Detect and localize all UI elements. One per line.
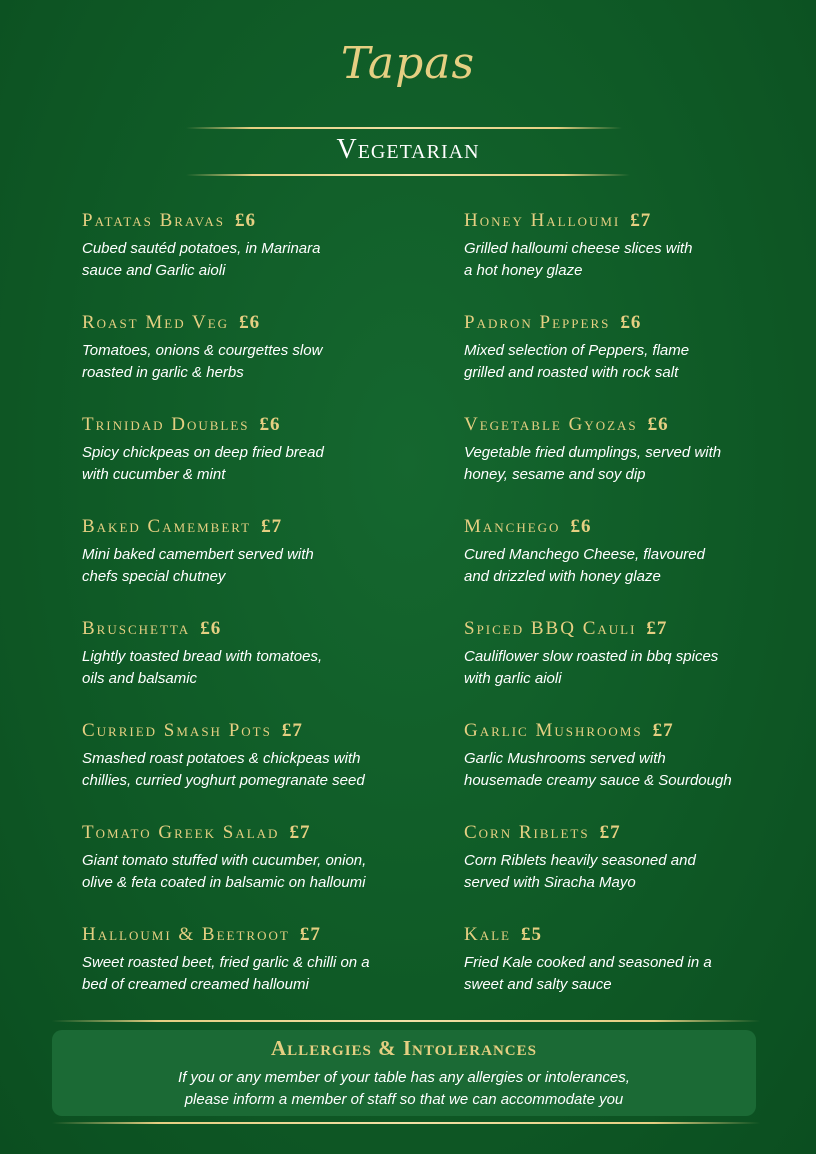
desc-line: chillies, curried yoghurt pomegranate seed — [82, 772, 365, 789]
desc-line: Lightly toasted bread with tomatoes, — [82, 648, 323, 665]
desc-line: housemade creamy sauce & Sourdough — [464, 772, 732, 789]
desc-line: sweet and salty sauce — [464, 976, 612, 993]
item-description — [464, 238, 804, 282]
menu-item — [464, 822, 794, 924]
menu-item — [82, 924, 442, 1026]
item-description — [464, 748, 804, 792]
item-name: Halloumi & Beetroot — [82, 924, 290, 945]
desc-line: sauce and Garlic aioli — [82, 262, 226, 279]
menu-item — [82, 210, 442, 312]
item-name: Corn Riblets — [464, 822, 590, 843]
allergy-top-divider — [52, 1020, 760, 1022]
allergy-notice — [52, 1030, 756, 1116]
menu-item — [464, 210, 794, 312]
item-name: Vegetable Gyozas — [464, 414, 638, 435]
menu-item — [464, 516, 794, 618]
desc-line: Sweet roasted beet, fried garlic & chilli on a — [82, 954, 370, 971]
menu-item — [82, 720, 442, 822]
desc-line: Garlic Mushrooms served with — [464, 750, 666, 767]
item-price: £7 — [646, 618, 668, 639]
desc-line: with garlic aioli — [464, 670, 562, 687]
item-name: Patatas Bravas — [82, 210, 226, 231]
item-description — [464, 544, 804, 588]
item-price: £6 — [570, 516, 592, 537]
menu-item — [82, 618, 442, 720]
item-description — [82, 442, 422, 486]
item-description — [82, 850, 422, 894]
item-price: £6 — [620, 312, 642, 333]
item-price: £7 — [630, 210, 652, 231]
item-price: £7 — [599, 822, 621, 843]
item-description — [464, 850, 804, 894]
item-description — [82, 340, 422, 384]
item-price: £6 — [259, 414, 281, 435]
desc-line: chefs special chutney — [82, 568, 226, 585]
menu-item — [464, 720, 794, 822]
item-description — [82, 238, 422, 282]
item-name: Garlic Mushrooms — [464, 720, 643, 741]
item-price: £7 — [281, 720, 303, 741]
item-name: Trinidad Doubles — [82, 414, 250, 435]
menu-item — [464, 618, 794, 720]
menu-item — [464, 924, 794, 1026]
item-price: £5 — [521, 924, 542, 945]
item-price: £7 — [261, 516, 283, 537]
desc-line: Mixed selection of Peppers, flame — [464, 342, 690, 359]
desc-line: Spicy chickpeas on deep fried bread — [82, 444, 324, 461]
item-price: £6 — [200, 618, 222, 639]
item-price: £7 — [299, 924, 321, 945]
desc-line: oils and balsamic — [82, 670, 198, 687]
item-price: £7 — [652, 720, 674, 741]
item-description — [464, 340, 804, 384]
item-name: Padron Peppers — [464, 312, 611, 333]
desc-line: Cured Manchego Cheese, flavoured — [464, 546, 705, 563]
menu-item — [82, 822, 442, 924]
item-name: Curried Smash Pots — [82, 720, 272, 741]
item-name: Honey Halloumi — [464, 210, 621, 231]
menu-item — [82, 414, 442, 516]
item-description — [82, 544, 422, 588]
desc-line: a hot honey glaze — [464, 262, 583, 279]
desc-line: Cubed sautéd potatoes, in Marinara — [82, 240, 321, 257]
desc-line: grilled and roasted with rock salt — [464, 364, 679, 381]
item-description — [82, 646, 422, 690]
menu-item — [464, 312, 794, 414]
desc-line: Fried Kale cooked and seasoned in a — [464, 954, 712, 971]
allergy-bottom-divider — [52, 1122, 760, 1124]
item-description — [82, 748, 422, 792]
desc-line: bed of creamed creamed halloumi — [82, 976, 309, 993]
right-menu-column — [464, 210, 794, 1026]
item-price: £6 — [647, 414, 669, 435]
allergy-text — [52, 1067, 756, 1111]
allergy-line: please inform a member of staff so that we can accommodate you — [184, 1091, 624, 1108]
item-name: Spiced BBQ Cauli — [464, 618, 637, 639]
item-description — [82, 952, 422, 996]
desc-line: Tomatoes, onions & courgettes slow — [82, 342, 323, 359]
desc-line: with cucumber & mint — [82, 466, 226, 483]
desc-line: roasted in garlic & herbs — [82, 364, 244, 381]
desc-line: Cauliflower slow roasted in bbq spices — [464, 648, 719, 665]
item-price: £7 — [289, 822, 311, 843]
item-name: Roast Med Veg — [82, 312, 230, 333]
desc-line: Corn Riblets heavily seasoned and — [464, 852, 696, 869]
script-title: Tapas — [340, 38, 476, 89]
item-name: Manchego — [464, 516, 561, 537]
item-description — [464, 442, 804, 486]
desc-line: and drizzled with honey glaze — [464, 568, 661, 585]
allergy-line: If you or any member of your table has any allergies or intolerances, — [178, 1069, 630, 1086]
allergy-title: Allergies & Intolerances — [271, 1036, 537, 1060]
top-divider — [186, 127, 622, 129]
menu-item — [82, 312, 442, 414]
desc-line: Smashed roast potatoes & chickpeas with — [82, 750, 361, 767]
menu-item — [82, 516, 442, 618]
desc-line: olive & feta coated in balsamic on halloumi — [82, 874, 366, 891]
item-price: £6 — [239, 312, 261, 333]
item-description — [464, 646, 804, 690]
item-name: Kale — [464, 924, 511, 945]
section-title: Vegetarian — [336, 134, 480, 165]
left-menu-column — [82, 210, 442, 1026]
item-description — [464, 952, 804, 996]
item-name: Bruschetta — [82, 618, 191, 639]
desc-line: Mini baked camembert served with — [82, 546, 314, 563]
section-divider — [186, 174, 630, 176]
desc-line: Vegetable fried dumplings, served with — [464, 444, 722, 461]
desc-line: Giant tomato stuffed with cucumber, onion, — [82, 852, 367, 869]
menu-item — [464, 414, 794, 516]
desc-line: honey, sesame and soy dip — [464, 466, 646, 483]
item-price: £6 — [235, 210, 257, 231]
item-name: Tomato Greek Salad — [82, 822, 280, 843]
item-name: Baked Camembert — [82, 516, 252, 537]
desc-line: served with Siracha Mayo — [464, 874, 636, 891]
desc-line: Grilled halloumi cheese slices with — [464, 240, 693, 257]
